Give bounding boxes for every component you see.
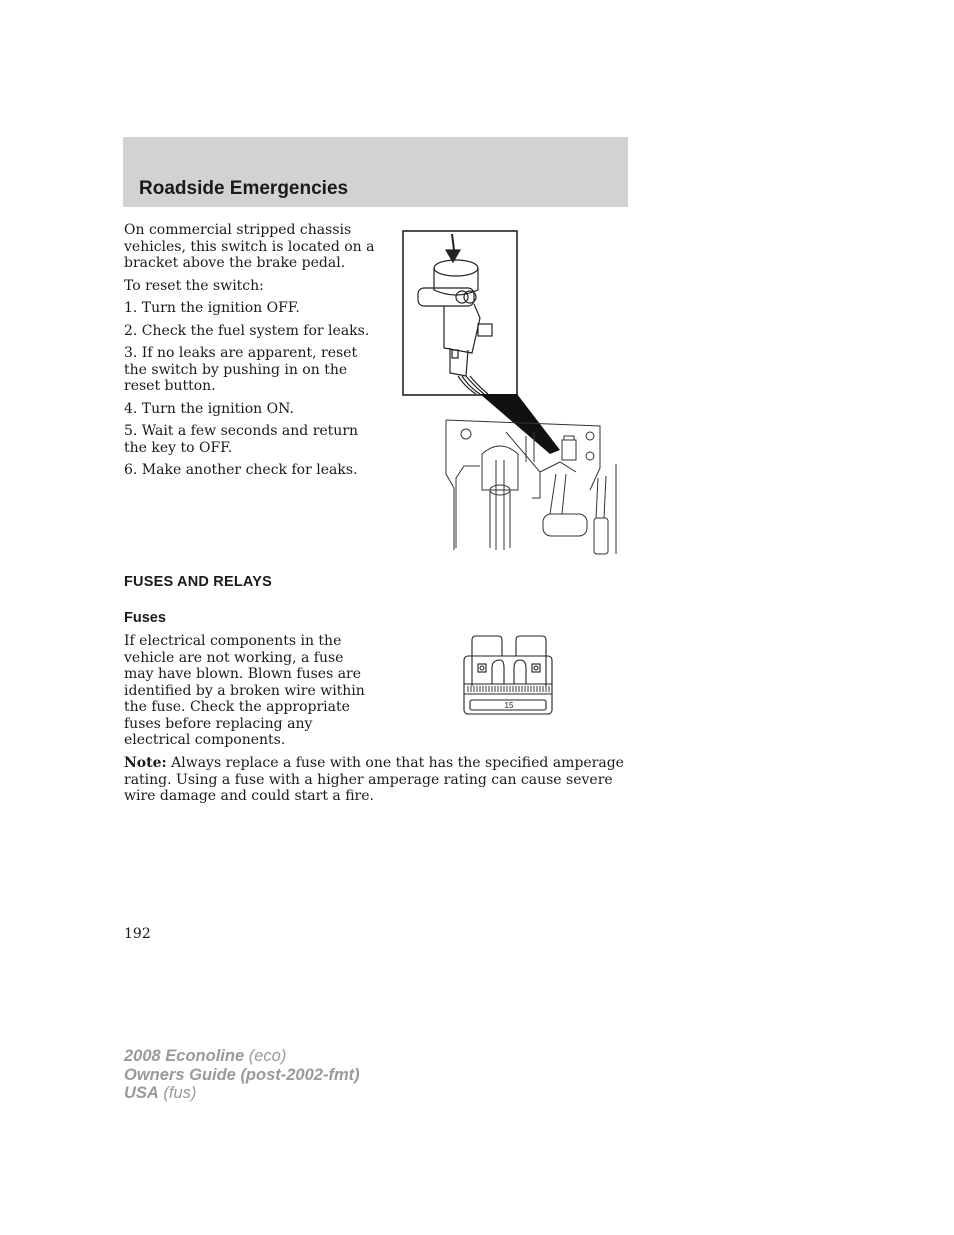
footer-line <box>124 1047 360 1066</box>
note-paragraph <box>124 755 629 805</box>
footer-model: 2008 Econoline <box>124 1047 245 1065</box>
step-item: 2. Check the fuel system for leaks. <box>124 322 370 339</box>
section-title: Roadside Emergencies <box>139 178 349 199</box>
fuses-body-text: If electrical components in the vehicle are not working, a fuse may have blown. Blown fuses are identified by a broken wire within the fuse. Check the appropriate fuses before replacing any electrical components. <box>124 633 365 748</box>
note-label: Note: <box>124 755 167 771</box>
page-number: 192 <box>124 926 151 942</box>
step-item: 3. If no leaks are apparent, reset the switch by pushing in on the reset button. <box>124 345 358 394</box>
footer-guide: Owners Guide (post-2002-fmt) <box>124 1065 360 1084</box>
footer-model-code: (eco) <box>244 1047 287 1065</box>
fuse-illustration <box>462 634 556 716</box>
step-item: 5. Wait a few seconds and return the key to OFF. <box>124 423 359 456</box>
step-item: 4. Turn the ignition ON. <box>124 400 294 417</box>
section-header-band <box>123 137 628 207</box>
intro-text <box>124 222 382 485</box>
section-heading: FUSES AND RELAYS <box>124 574 272 590</box>
fuses-paragraph <box>124 633 374 755</box>
document-footer <box>124 1047 360 1103</box>
intro-paragraph: On commercial stripped chassis vehicles, this switch is located on a bracket above the brake pedal. <box>124 222 375 271</box>
step-item: 6. Make another check for leaks. <box>124 462 358 478</box>
footer-market: USA <box>124 1084 159 1102</box>
fuse-rating-label: 15 <box>504 701 514 710</box>
note-text: Always replace a fuse with one that has the specified amperage rating. Using a fuse with a higher amperage rating can cause severe wire damage and could start a fire. <box>124 755 624 804</box>
footer-market-code: (fus) <box>158 1084 197 1102</box>
footer-line <box>124 1084 360 1103</box>
step-item: 1. Turn the ignition OFF. <box>124 300 300 316</box>
intro-paragraph: To reset the switch: <box>124 277 264 294</box>
subsection-heading: Fuses <box>124 610 166 626</box>
inertia-switch-illustration <box>400 228 620 558</box>
